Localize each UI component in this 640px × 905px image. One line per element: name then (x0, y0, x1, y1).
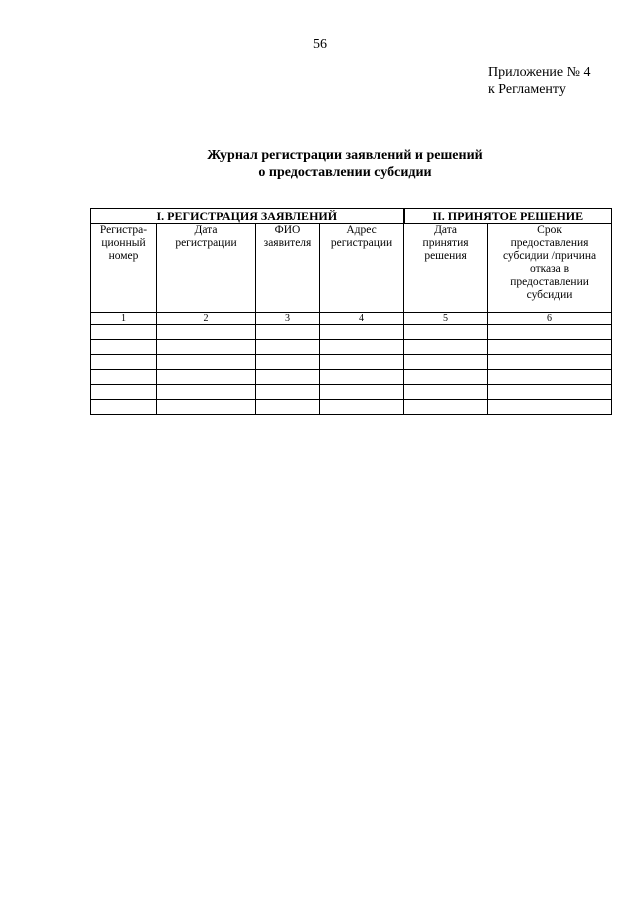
column-header-row (91, 224, 612, 313)
table-cell (320, 400, 404, 415)
table-row (91, 400, 612, 415)
journal-body (91, 325, 612, 415)
column-header-5 (404, 224, 488, 313)
column-header-6 (488, 224, 612, 313)
section-header-row (91, 209, 612, 224)
table-cell (256, 325, 320, 340)
table-cell (320, 385, 404, 400)
appendix-line-1: Приложение № 4 (488, 65, 591, 80)
column-header-line: принятия (422, 237, 469, 249)
table-cell (320, 370, 404, 385)
column-header-2 (157, 224, 256, 313)
column-number-4: 4 (320, 313, 404, 325)
table-row (91, 325, 612, 340)
table-row (91, 370, 612, 385)
table-row (91, 340, 612, 355)
table-cell (91, 340, 157, 355)
document-title-line-2: о предоставлении субсидии (258, 165, 432, 180)
column-header-line: регистрации (330, 237, 393, 249)
table-cell (91, 355, 157, 370)
column-header-line: предоставлении (510, 276, 589, 288)
table-cell (488, 385, 612, 400)
column-header-1 (91, 224, 157, 313)
table-cell (256, 355, 320, 370)
table-cell (404, 325, 488, 340)
table-cell (157, 400, 256, 415)
column-header-line: ционный (101, 237, 146, 249)
column-header-line: Регистра- (99, 224, 148, 236)
table-cell (320, 325, 404, 340)
table-cell (404, 340, 488, 355)
column-header-3 (256, 224, 320, 313)
table-cell (404, 355, 488, 370)
table-cell (320, 355, 404, 370)
table-cell (157, 370, 256, 385)
column-header-4 (320, 224, 404, 313)
table-cell (157, 340, 256, 355)
column-header-line: решения (424, 250, 467, 262)
document-title (0, 147, 640, 181)
table-cell (256, 385, 320, 400)
column-number-6: 6 (488, 313, 612, 325)
column-header-line: Адрес (346, 224, 377, 236)
column-header-line: субсидии (526, 289, 573, 301)
table-cell (91, 385, 157, 400)
column-header-line: Срок (537, 224, 562, 236)
table-cell (320, 340, 404, 355)
document-title-line-1: Журнал регистрации заявлений и решений (207, 148, 483, 163)
table-cell (488, 400, 612, 415)
table-cell (404, 385, 488, 400)
table-cell (404, 370, 488, 385)
column-header-line: регистрации (175, 237, 237, 249)
column-header-line: субсидии /причина (502, 250, 597, 262)
table-cell (91, 400, 157, 415)
appendix-line-2: к Регламенту (488, 82, 566, 97)
column-header-line: заявителя (263, 237, 312, 249)
appendix-reference (488, 64, 591, 98)
column-number-2: 2 (157, 313, 256, 325)
table-cell (91, 370, 157, 385)
table-cell (256, 370, 320, 385)
column-number-1: 1 (91, 313, 157, 325)
table-cell (256, 400, 320, 415)
table-cell (157, 325, 256, 340)
table-cell (91, 325, 157, 340)
table-cell (488, 340, 612, 355)
column-header-line: предоставления (510, 237, 589, 249)
table-cell (488, 325, 612, 340)
table-cell (488, 370, 612, 385)
column-header-line: ФИО (274, 224, 301, 236)
section-header-decision: II. ПРИНЯТОЕ РЕШЕНИЕ (404, 209, 612, 224)
column-header-line: отказа в (530, 263, 570, 275)
column-header-line: Дата (194, 224, 218, 236)
column-header-line: номер (108, 250, 139, 262)
table-cell (256, 340, 320, 355)
table-row (91, 385, 612, 400)
journal-table (90, 208, 612, 415)
page-number: 56 (313, 37, 327, 52)
table-cell (404, 400, 488, 415)
column-number-row (91, 313, 612, 325)
table-cell (157, 355, 256, 370)
section-header-registration: I. РЕГИСТРАЦИЯ ЗАЯВЛЕНИЙ (91, 209, 404, 224)
column-number-5: 5 (404, 313, 488, 325)
column-number-3: 3 (256, 313, 320, 325)
table-cell (157, 385, 256, 400)
table-row (91, 355, 612, 370)
table-cell (488, 355, 612, 370)
column-header-line: Дата (434, 224, 457, 236)
